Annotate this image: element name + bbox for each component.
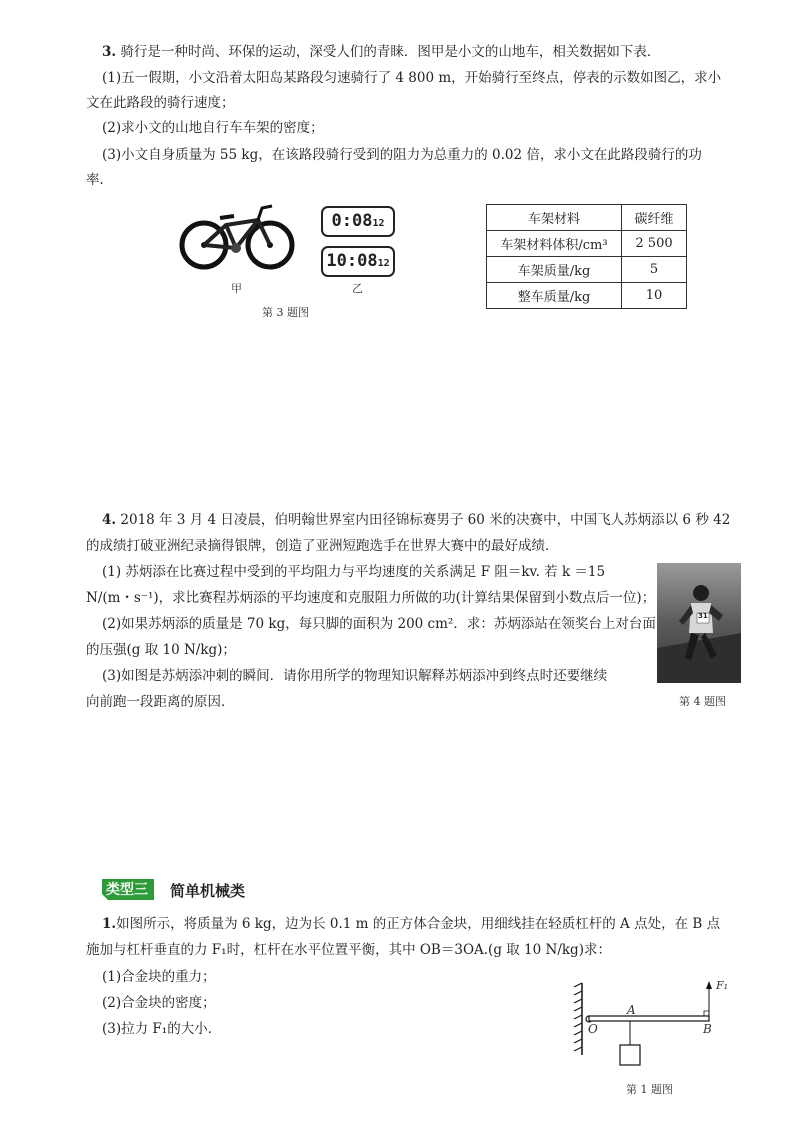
q4-part2-line1: (2)如果苏炳添的质量是 70 kg，每只脚的面积为 200 cm²．求：苏炳添站在领奖台上对台面 [102,616,656,632]
s1-part2: (2)合金块的密度； [102,995,216,1011]
q3-part3-line2: 率． [86,172,113,188]
table-row: 车架材料 碳纤维 [487,205,687,231]
q4-caption: 第 4 题图 [679,695,726,708]
lever-label-B: B [703,1022,712,1036]
s1-part1: (1)合金块的重力； [102,969,216,985]
bib-number: 31 [698,612,708,620]
q4-number: 4. [102,512,117,528]
q3-caption: 第 3 题图 [262,306,309,319]
q4-part1-line1: (1) 苏炳添在比赛过程中受到的平均阻力与平均速度的关系满足 F 阻＝kv. 若 k ＝15 [102,564,606,580]
s1-part3: (3)拉力 F₁的大小． [102,1021,222,1037]
q3-part2: (2)求小文的山地自行车车架的密度； [102,120,324,136]
label-jia: 甲 [231,282,242,295]
lever-label-O: O [588,1022,598,1036]
stopwatch-end: 10:0812 [321,246,395,277]
q4-part1-line2: N/(m・s⁻¹)，求比赛程苏炳添的平均速度和克服阻力所做的功(计算结果保留到小数点后一位)； [86,590,656,606]
q4-part2-line2: 的压强(g 取 10 N/kg)； [86,642,236,658]
section-title: 简单机械类 [170,882,246,900]
q3-number: 3. [102,44,117,60]
q3-part1-line2: 文在此路段的骑行速度； [86,95,235,111]
q3-intro: 3. 骑行是一种时尚、环保的运动，深受人们的青睐．图甲是小文的山地车，相关数据如下表． [102,44,661,60]
stopwatch-start: 0:0812 [321,206,395,237]
label-yi: 乙 [352,282,363,295]
table-row: 车架材料体积/cm³ 2 500 [487,231,687,257]
q3-part3-line1: (3)小文自身质量为 55 kg，在该路段骑行受到的阻力为总重力的 0.02 倍，求小文在此路段骑行的功 [102,147,702,163]
table-row: 车架质量/kg 5 [487,257,687,283]
q3-part1-line1: (1)五一假期，小文沿着太阳岛某路段匀速骑行了 4 800 m，开始骑行至终点，停表的示数如图乙，求小 [102,70,722,86]
q4-part3-line2: 向前跑一段距离的原因． [86,694,235,710]
s1-intro-line2: 施加与杠杆垂直的力 F₁时，杠杆在水平位置平衡，其中 OB＝3OA.(g 取 10 N/kg)求： [86,942,611,958]
q4-intro-line2: 的成绩打破亚洲纪录摘得银牌，创造了亚洲短跑选手在世界大赛中的最好成绩． [86,538,559,554]
lever-label-A: A [627,1003,636,1017]
sprinter-photo [657,563,741,683]
s1-intro-line1: 1.如图所示，将质量为 6 kg，边为长 0.1 m 的正方体合金块，用细线挂在轻质杠杆的 A 点处，在 B 点 [102,916,721,932]
section-badge-label: 类型三 [106,882,148,898]
bicycle-image [176,200,298,276]
s1-number: 1. [102,916,117,932]
q4-intro-line1: 4. 2018 年 3 月 4 日凌晨，伯明翰世界室内田径锦标赛男子 60 米的决赛中，中国飞人苏炳添以 6 秒 42 [102,512,731,528]
table-row: 整车质量/kg 10 [487,283,687,309]
lever-label-F1: F₁ [716,979,729,992]
s1-caption: 第 1 题图 [626,1083,673,1096]
q4-part3-line1: (3)如图是苏炳添冲刺的瞬间．请你用所学的物理知识解释苏炳添冲到终点时还要继续 [102,668,608,684]
bike-spec-table [486,204,687,309]
